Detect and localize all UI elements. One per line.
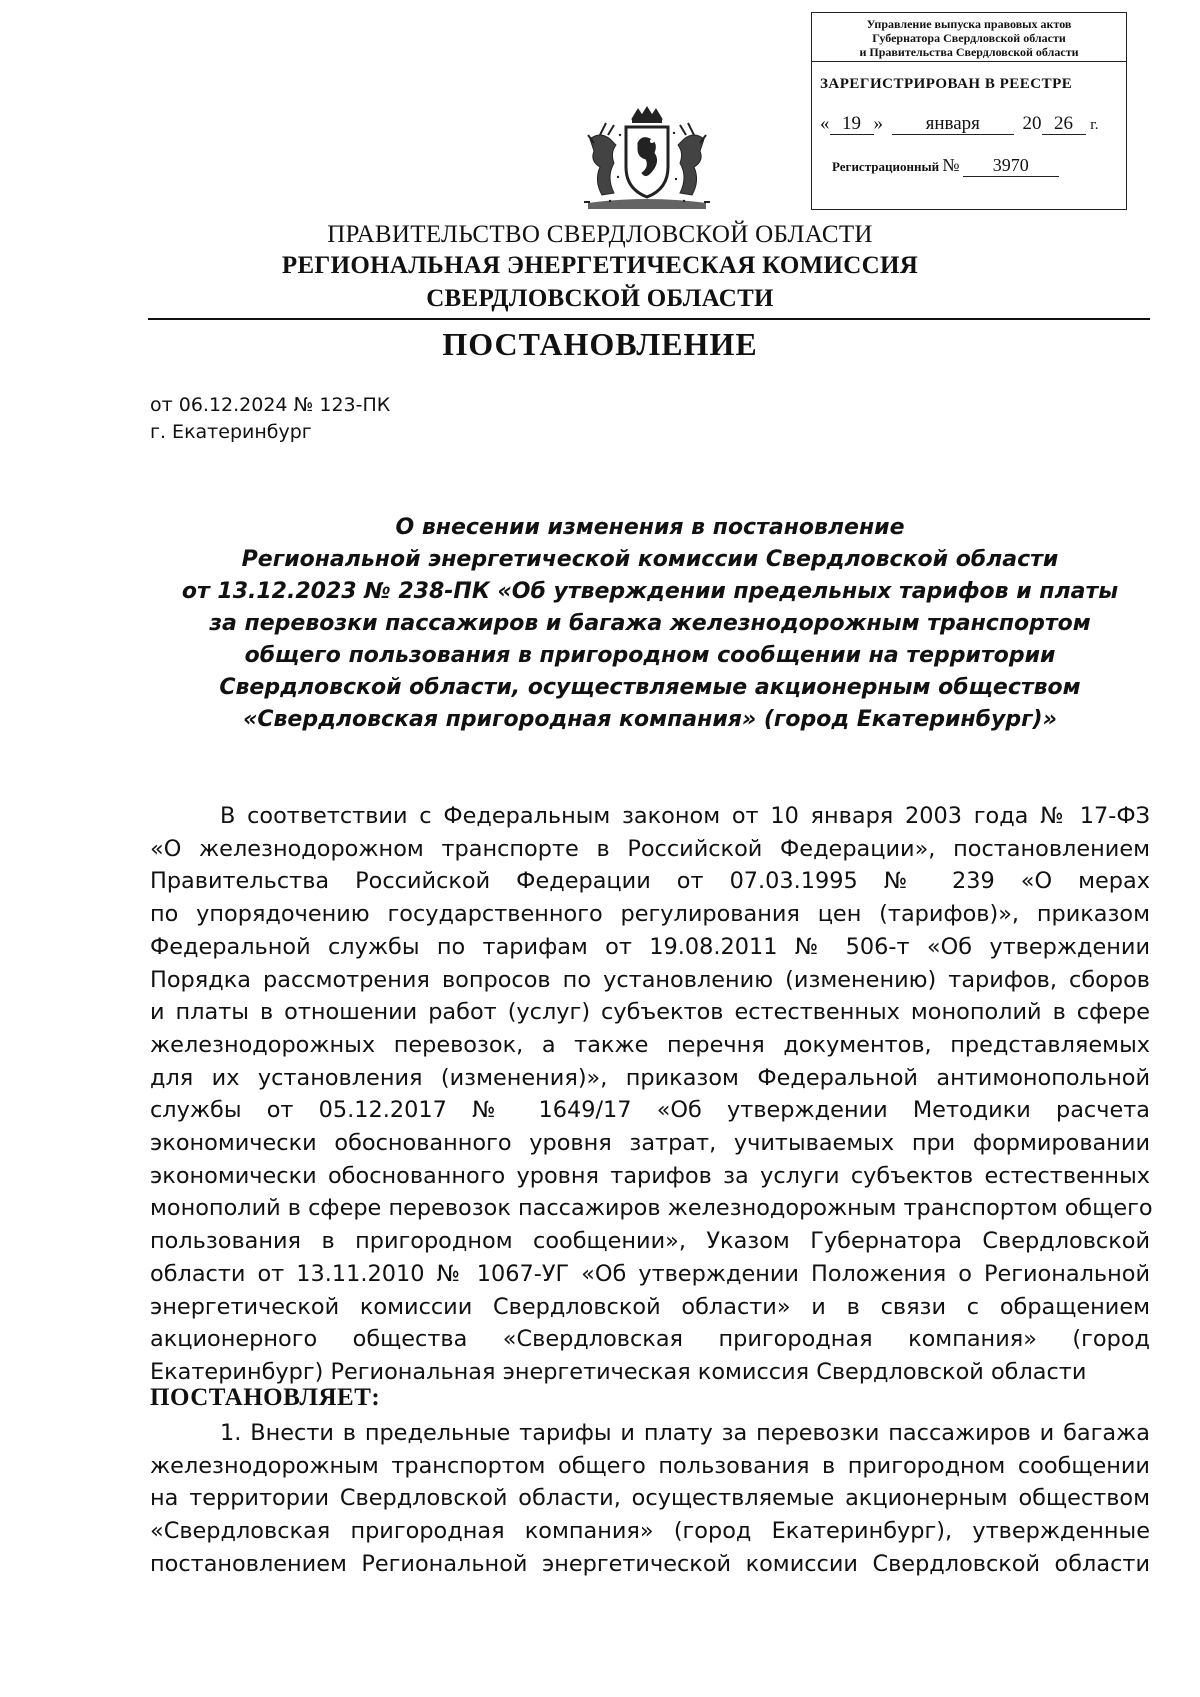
item-1-line: постановлением Региональной энергетической комиссии Свердловской области bbox=[150, 1550, 1150, 1577]
preamble-line: В соответствии с Федеральным законом от 10 января 2003 года № 17-ФЗ bbox=[220, 803, 1150, 829]
preamble-line: экономически обоснованного уровня тарифов за услуги субъектов естественных bbox=[150, 1162, 1150, 1189]
registration-stamp bbox=[811, 12, 1127, 210]
title-line: от 13.12.2023 № 238-ПК «Об утверждении предельных тарифов и платы bbox=[181, 579, 1119, 604]
stamp-quote-open: « bbox=[820, 113, 830, 134]
title-line: Свердловской области, осуществляемые акционерным обществом bbox=[219, 675, 1081, 700]
document-city: г. Екатеринбург bbox=[150, 421, 312, 443]
title-line: О внесении изменения в постановление bbox=[395, 515, 905, 540]
preamble-line: пользования в пригородном сообщении», Указом Губернатора Свердловской bbox=[150, 1228, 1150, 1255]
item-1-line: железнодорожным транспортом общего пользования в пригородном сообщении bbox=[150, 1452, 1150, 1479]
stamp-header bbox=[812, 13, 1126, 62]
preamble-line: монополий в сфере перевозок пассажиров железнодорожным транспортом общего bbox=[150, 1195, 1153, 1222]
preamble-line: Федеральной службы по тарифам от 19.08.2011 № 506-т «Об утверждении bbox=[150, 933, 1150, 960]
title-line: «Свердловская пригородная компания» (город Екатеринбург)» bbox=[243, 707, 1057, 732]
preamble-line: «О железнодорожном транспорте в Российской Федерации», постановлением bbox=[150, 835, 1150, 862]
document-title bbox=[150, 512, 1150, 736]
stamp-year-unit: г. bbox=[1090, 117, 1099, 133]
stamp-year-suffix: 26 bbox=[1042, 114, 1086, 135]
stamp-date bbox=[820, 113, 1126, 135]
coat-of-arms-emblem bbox=[580, 105, 714, 215]
stamp-day: 19 bbox=[830, 114, 874, 135]
preamble-line: экономически обоснованного уровня затрат, учитываемых при формировании bbox=[150, 1130, 1150, 1157]
title-line: общего пользования в пригородном сообщении на территории bbox=[244, 643, 1056, 668]
preamble-line: энергетической комиссии Свердловской области» и в связи с обращением bbox=[150, 1293, 1150, 1320]
item-1-paragraph bbox=[150, 1417, 1150, 1581]
preamble-line: по упорядочению государственного регулирования цен (тарифов)», приказом bbox=[150, 901, 1150, 928]
preamble-line: для их установления (изменения)», приказом Федеральной антимонопольной bbox=[150, 1064, 1150, 1091]
item-1-line: на территории Свердловской области, осуществляемые акционерным обществом bbox=[150, 1485, 1150, 1512]
document-type: ПОСТАНОВЛЕНИЕ bbox=[442, 326, 758, 362]
preamble-line: Порядка рассмотрения вопросов по установлению (изменению) тарифов, сборов bbox=[150, 966, 1150, 993]
preamble-line: Екатеринбург) Региональная энергетическая комиссия Свердловской области bbox=[150, 1358, 1087, 1385]
preamble-line: области от 13.11.2010 № 1067-УГ «Об утверждении Положения о Региональной bbox=[150, 1260, 1150, 1287]
item-1-line: «Свердловская пригородная компания» (город Екатеринбург), утвержденные bbox=[150, 1518, 1150, 1545]
preamble-line: Правительства Российской Федерации от 07.03.1995 № 239 «О мерах bbox=[150, 868, 1150, 895]
stamp-reg-number: 3970 bbox=[963, 155, 1059, 177]
stamp-month: января bbox=[892, 114, 1014, 135]
stamp-header-line: Губернатора Свердловской области bbox=[872, 31, 1066, 45]
item-1-line: 1. Внести в предельные тарифы и плату за перевозки пассажиров и багажа bbox=[220, 1420, 1150, 1446]
title-line: за перевозки пассажиров и багажа железнодорожным транспортом bbox=[209, 611, 1091, 636]
header-divider bbox=[148, 318, 1150, 320]
commission-title-line-2: СВЕРДЛОВСКОЙ ОБЛАСТИ bbox=[426, 285, 774, 312]
preamble-line: акционерного общества «Свердловская пригородная компания» (город bbox=[150, 1326, 1150, 1353]
title-line: Региональной энергетической комиссии Свердловской области bbox=[241, 547, 1059, 572]
document-date-number: от 06.12.2024 № 123-ПК bbox=[150, 394, 391, 416]
preamble-line: и платы в отношении работ (услуг) субъектов естественных монополий в сфере bbox=[150, 999, 1150, 1026]
stamp-no-sign: № bbox=[942, 155, 960, 175]
government-title: ПРАВИТЕЛЬСТВО СВЕРДЛОВСКОЙ ОБЛАСТИ bbox=[327, 221, 873, 248]
stamp-number bbox=[832, 155, 1126, 177]
preamble-line: службы от 05.12.2017 № 1649/17 «Об утверждении Методики расчета bbox=[150, 1097, 1150, 1124]
stamp-quote-close: » bbox=[873, 113, 883, 134]
commission-title-line-1: РЕГИОНАЛЬНАЯ ЭНЕРГЕТИЧЕСКАЯ КОМИССИЯ bbox=[281, 252, 919, 279]
stamp-reg-label: Регистрационный bbox=[832, 159, 940, 174]
stamp-header-line: и Правительства Свердловской области bbox=[859, 45, 1079, 59]
stamp-header-line: Управление выпуска правовых актов bbox=[866, 17, 1072, 31]
resolve-heading: ПОСТАНОВЛЯЕТ: bbox=[150, 1384, 381, 1411]
preamble-line: железнодорожных перевозок, а также перечня документов, представляемых bbox=[150, 1031, 1150, 1058]
stamp-registered-label: ЗАРЕГИСТРИРОВАН В РЕЕСТРЕ bbox=[820, 76, 1073, 92]
stamp-year-prefix: 20 bbox=[1022, 113, 1042, 134]
preamble-paragraph bbox=[150, 800, 1153, 1389]
